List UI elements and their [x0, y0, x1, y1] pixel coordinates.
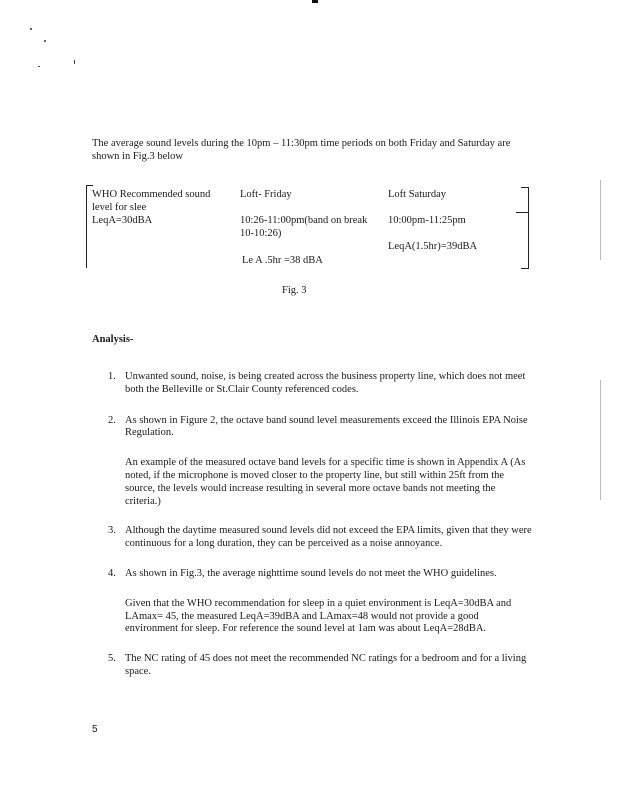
- list-number: 5.: [108, 653, 116, 665]
- saturday-value: LeqA(1.5hr)=39dBA: [388, 241, 478, 252]
- list-paragraph: Although the daytime measured sound levels did not exceed the EPA limits, given that they were continuous for a long duration, they can be perceived as a noise annoyance.: [125, 525, 532, 550]
- intro-paragraph: The average sound levels during the 10pm – 11:30pm time periods on both Friday and Saturday are shown in Fig.3 below: [92, 138, 511, 162]
- list-paragraph: As shown in Fig.3, the average nighttime sound levels do not meet the WHO guidelines.: [125, 567, 497, 579]
- saturday-header: Loft Saturday: [388, 189, 447, 200]
- scan-speck: [74, 60, 75, 64]
- list-item: [92, 415, 532, 509]
- scan-mark: [312, 0, 318, 3]
- friday-value: Le A .5hr =38 dBA: [242, 255, 323, 266]
- friday-header: Loft- Friday: [240, 189, 292, 200]
- list-item: [92, 568, 532, 636]
- list-number: 3.: [108, 525, 116, 537]
- list-number: 1.: [108, 371, 116, 382]
- friday-time: 10:26-11:00pm(band on break 10-10:26): [240, 215, 368, 239]
- who-value: LeqA=30dBA: [92, 215, 153, 226]
- figure-caption: Fig. 3: [282, 285, 307, 296]
- scan-speck: [38, 66, 40, 67]
- list-paragraph: The NC rating of 45 does not meet the recommended NC ratings for a bedroom and for a living space.: [125, 653, 527, 677]
- list-item: [92, 653, 532, 679]
- analysis-heading: Analysis-: [92, 334, 134, 345]
- scan-speck: [44, 40, 46, 42]
- list-paragraph: Given that the WHO recommendation for sleep in a quiet environment is LeqA=30dBA and LAmax= 45, the measured LeqA=39dBA and LAmax=48 would not provide a good environment for sleep. For reference the sound level at 1am was about LeqA=28dBA.: [125, 597, 512, 635]
- scan-edge: [600, 180, 601, 260]
- analysis-list: [92, 371, 532, 679]
- scan-edge: [600, 380, 601, 500]
- list-paragraph: An example of the measured octave band levels for a specific time is shown in Appendix A (As noted, if the microphone is moved closer to the property line, but still within 25ft from the source, the levels would increase resulting in several more octave bands not meeting the criteria.): [125, 457, 526, 507]
- list-item: [92, 525, 532, 551]
- list-paragraph: As shown in Figure 2, the octave band sound level measurements exceed the Illinois EPA Noise Regulation.: [125, 414, 528, 439]
- table-right-tick: [516, 212, 528, 213]
- list-number: 4.: [108, 567, 116, 579]
- list-number: 2.: [108, 414, 116, 426]
- scan-speck: [30, 28, 32, 30]
- table-right-bracket: [521, 187, 529, 269]
- page-number: 5: [92, 724, 98, 735]
- list-item: [92, 371, 532, 397]
- who-header: WHO Recommended sound level for slee: [92, 189, 211, 213]
- saturday-time: 10:00pm-11:25pm: [388, 215, 466, 226]
- list-paragraph: Unwanted sound, noise, is being created across the business property line, which does not meet both the Belleville or St.Clair County referenced codes.: [125, 371, 526, 395]
